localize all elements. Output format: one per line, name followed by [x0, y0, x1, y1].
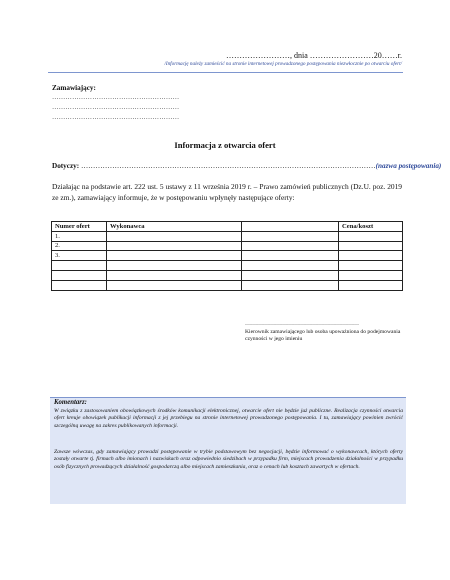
header-divider — [48, 72, 403, 73]
comment-paragraph-1: W związku z zastosowaniem obowiązkowych środków komunikacji elektronicznej, otwarcie ofert nie będzie już publiczne. Realizacja czynności otwarcia ofert kreuje obowiązek publikacji informacji z jej przebiegu na stronie internetowej prowadzonego postępowania. I tu, zamawiający powinien zwrócić szczególną uwagę na zakres publikowanych informacji. — [54, 408, 403, 429]
header-offer-number: Numer ofert — [52, 222, 107, 232]
table-cell — [339, 251, 403, 261]
table-cell — [242, 270, 339, 280]
table-row — [52, 270, 403, 280]
table-cell — [242, 261, 339, 271]
table-cell — [107, 241, 242, 251]
header-price: Cena/koszt — [339, 222, 403, 232]
offers-table — [51, 221, 403, 291]
publication-note: /Informację należy zamieścić na stronie internetowej prowadzonego postępowania niezwłocznie po otwarciu ofert/ — [164, 61, 402, 67]
table-cell — [242, 241, 339, 251]
signature-caption: Kierownik zamawiającego lub osoba upoważniona do podejmowania czynności w jego imieniu — [245, 329, 401, 343]
table-cell: 1. — [52, 231, 107, 241]
table-cell — [339, 270, 403, 280]
dotyczy-line — [52, 162, 442, 170]
header-contractor: Wykonawca — [107, 222, 242, 232]
zamawiajacy-label: Zamawiający: — [52, 84, 96, 92]
table-cell: 3. — [52, 251, 107, 261]
table-header-row — [52, 222, 403, 232]
signature-line: ………………………………………………… — [245, 321, 359, 327]
subject-placeholder: (nazwa postępowania) — [375, 162, 442, 170]
table-cell — [107, 280, 242, 290]
table-cell — [242, 280, 339, 290]
date-line: ……………………, dnia ……………………20……r. — [226, 51, 402, 60]
table-cell — [52, 270, 107, 280]
document-title: Informacja z otwarcia ofert — [174, 140, 276, 150]
dotyczy-dots: …………………………………………………………………………………………………………… — [79, 162, 376, 170]
table-cell — [107, 231, 242, 241]
table-cell — [107, 270, 242, 280]
comment-paragraph-2: Zawsze wówczas, gdy zamawiający prowadzi postępowanie w trybie podstawowym bez negocjacji, będzie informować o wykonawcach, których oferty zostały otwarte tj. firmach albo imionach i nazwiskach oraz odpowiednio siedzibach w przypadku firm, miejscach prowadzenia działalności w przypadku osób fizycznych prowadzących działalność gospodarczą albo miejscach zamieszkania, oraz o cenach lub kosztach zawartych w ofertach. — [54, 449, 403, 470]
table-cell — [242, 231, 339, 241]
zamawiajacy-line-1: ………………………………………………… — [52, 94, 180, 101]
table-cell — [52, 261, 107, 271]
table-cell — [339, 261, 403, 271]
zamawiajacy-line-2: ………………………………………………… — [52, 104, 180, 111]
table-cell — [107, 251, 242, 261]
table-row — [52, 241, 403, 251]
legal-basis-paragraph: Działając na podstawie art. 222 ust. 5 ustawy z 11 września 2019 r. – Prawo zamówień publicznych (Dz.U. poz. 2019 ze zm.), zamawiający informuje, że w postępowaniu wpłynęły następujące oferty: — [52, 182, 402, 202]
table-cell — [339, 280, 403, 290]
dotyczy-label: Dotyczy: — [52, 162, 80, 170]
table-cell — [107, 261, 242, 271]
table-cell — [52, 280, 107, 290]
zamawiajacy-line-3: ………………………………………………… — [52, 114, 180, 121]
table-row — [52, 280, 403, 290]
table-row — [52, 231, 403, 241]
table-row — [52, 261, 403, 271]
comment-title: Komentarz: — [54, 399, 87, 406]
table-cell — [339, 231, 403, 241]
header-blank — [242, 222, 339, 232]
table-cell — [339, 241, 403, 251]
table-cell — [242, 251, 339, 261]
table-cell: 2. — [52, 241, 107, 251]
table-row — [52, 251, 403, 261]
